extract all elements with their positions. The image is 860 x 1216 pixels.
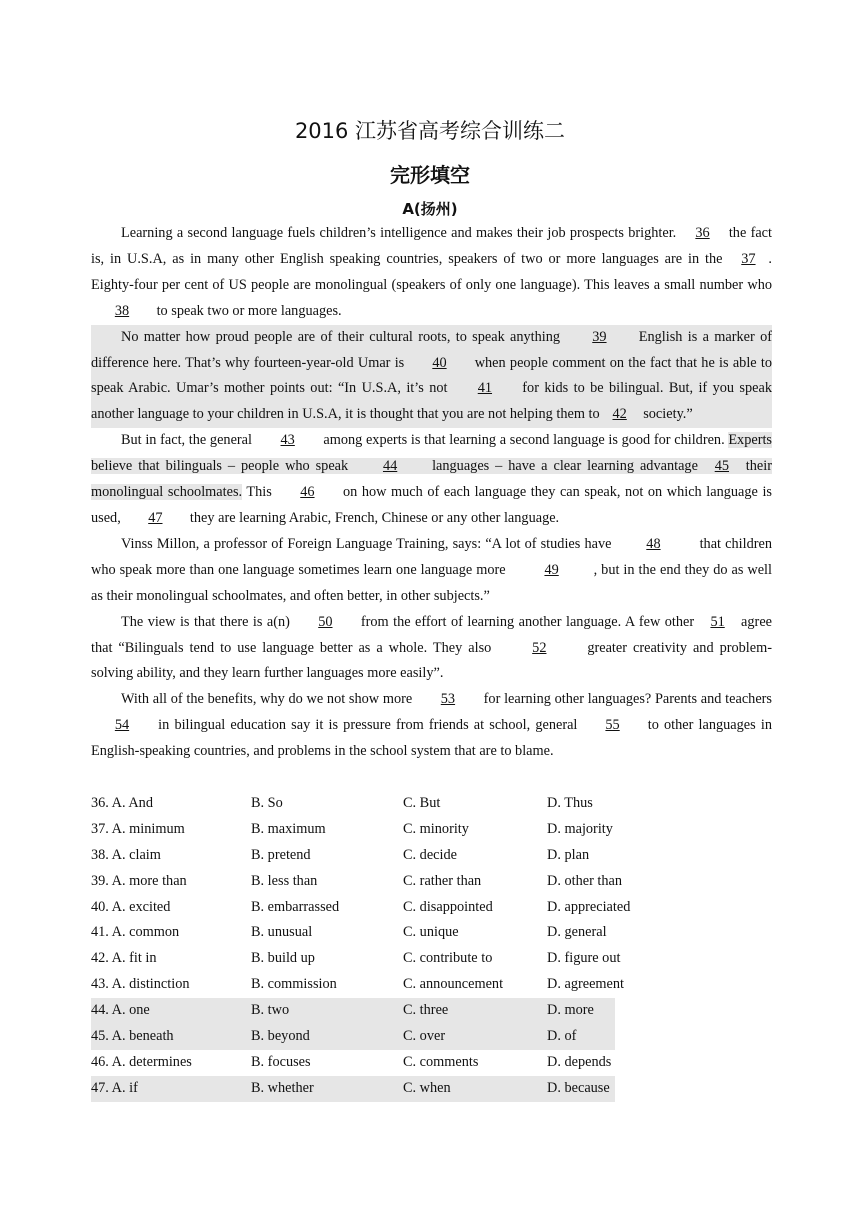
option-a: 42. A. fit in xyxy=(91,950,157,967)
option-row xyxy=(91,946,791,972)
option-a: 41. A. common xyxy=(91,924,180,941)
text-run: their monolingual schoolmates. xyxy=(91,458,772,501)
text-run: . Eighty-four per cent of US people are monolingual (speakers of only one language). This leaves a small number who xyxy=(91,250,772,293)
document-title: 2016 江苏省高考综合训练二 xyxy=(294,119,566,143)
option-b: B. build up xyxy=(251,950,315,967)
blank-53: 53 xyxy=(440,691,456,708)
option-b: B. less than xyxy=(251,872,318,889)
text-run: when people comment on the fact that he is able to speak Arabic. Umar’s mother points out: “In U.S.A, it’s not xyxy=(91,354,772,397)
blank-37: 37 xyxy=(741,250,756,267)
option-c: C. when xyxy=(403,1079,451,1096)
option-b: B. pretend xyxy=(251,846,311,863)
blank-54: 54 xyxy=(114,717,130,734)
text-run: among experts is that learning a second language is good for children. xyxy=(319,432,729,449)
text-run: society.” xyxy=(639,406,693,423)
options-list xyxy=(91,791,791,1102)
paragraph-1 xyxy=(91,221,772,325)
blank-55: 55 xyxy=(605,717,620,734)
paragraph-4 xyxy=(91,532,772,610)
option-a: 47. A. if xyxy=(91,1079,138,1096)
option-d: D. because xyxy=(547,1079,610,1096)
option-a: 39. A. more than xyxy=(91,872,187,889)
text-run: English is a marker of difference here. That’s why fourteen-year-old Umar is xyxy=(91,328,772,371)
blank-39: 39 xyxy=(592,328,607,345)
text-run: But in fact, the general xyxy=(121,432,256,449)
option-c: C. decide xyxy=(403,846,457,863)
option-row xyxy=(91,1050,791,1076)
blank-51: 51 xyxy=(710,613,725,630)
option-a: 37. A. minimum xyxy=(91,820,185,837)
option-row xyxy=(91,1076,615,1102)
option-d: D. appreciated xyxy=(547,898,631,915)
option-d: D. agreement xyxy=(547,976,625,993)
text-run: languages – have a clear learning advantage xyxy=(426,458,704,475)
option-row xyxy=(91,895,791,921)
option-a: 46. A. determines xyxy=(91,1053,192,1070)
option-c: C. rather than xyxy=(403,872,482,889)
option-d: D. plan xyxy=(547,846,590,863)
option-c: C. contribute to xyxy=(403,950,493,967)
blank-40: 40 xyxy=(432,354,447,371)
option-b: B. unusual xyxy=(251,924,313,941)
blank-46: 46 xyxy=(300,484,315,501)
text-run: to speak two or more languages. xyxy=(153,302,342,319)
option-b: B. commission xyxy=(251,976,337,993)
blank-48: 48 xyxy=(646,535,661,552)
text-run: , but in the end they do as well as their monolingual schoolmates, and often better, in other subjects.” xyxy=(91,561,773,604)
option-d: D. general xyxy=(547,924,607,941)
blank-42: 42 xyxy=(612,406,627,423)
option-b: B. two xyxy=(251,1002,290,1019)
text-run: for kids to be bilingual. But, if you speak another language to your children in U.S.A, it is thought that you are not helping them to xyxy=(91,380,772,423)
text-run: on how much of each language they can speak, not on which language is used, xyxy=(91,484,772,526)
text-run: that children who speak more than one language sometimes learn one language more xyxy=(91,535,772,578)
text-run: to other languages in English-speaking countries, and problems in the school system that are to blame. xyxy=(91,717,772,760)
blank-36: 36 xyxy=(695,225,710,241)
blank-41: 41 xyxy=(477,380,493,397)
text-run: from the effort of learning another language. A few other xyxy=(356,613,699,630)
text-run: in bilingual education say it is pressure from friends at school, general xyxy=(153,717,583,734)
option-c: C. announcement xyxy=(403,976,504,993)
option-d: D. other than xyxy=(547,872,623,889)
blank-45: 45 xyxy=(714,458,729,475)
option-b: B. embarrassed xyxy=(251,898,340,915)
option-row xyxy=(91,920,791,946)
blank-43: 43 xyxy=(280,432,295,449)
option-b: B. focuses xyxy=(251,1053,311,1070)
option-a: 36. A. And xyxy=(91,795,153,811)
text-run: With all of the benefits, why do we not show more xyxy=(121,691,416,708)
option-a: 38. A. claim xyxy=(91,846,161,863)
section-heading: 完形填空 xyxy=(390,163,470,187)
option-b: B. So xyxy=(251,795,283,811)
option-a: 44. A. one xyxy=(91,1002,150,1019)
option-d: D. depends xyxy=(547,1053,612,1070)
option-b: B. maximum xyxy=(251,820,326,837)
option-d: D. more xyxy=(547,1002,594,1019)
option-row xyxy=(91,972,791,998)
blank-38: 38 xyxy=(114,302,130,319)
option-c: C. three xyxy=(403,1002,449,1019)
paragraph-6 xyxy=(91,687,772,765)
text-run: No matter how proud people are of their cultural roots, to speak anything xyxy=(121,328,566,345)
text-run: The view is that there is a(n) xyxy=(121,613,295,630)
text-run: Experts believe that bilinguals – people who speak xyxy=(91,432,773,475)
paragraph-3 xyxy=(91,428,772,532)
paragraph-2 xyxy=(91,325,772,429)
text-run: Learning a second language fuels children’s intelligence and makes their job prospects brighter. xyxy=(121,225,681,241)
blank-44: 44 xyxy=(382,458,398,475)
option-row xyxy=(91,791,791,817)
paragraph-5 xyxy=(91,610,772,688)
option-d: D. of xyxy=(547,1028,577,1045)
passage-body xyxy=(91,221,772,765)
text-run: This xyxy=(242,484,277,501)
option-b: B. beyond xyxy=(251,1028,310,1045)
text-run: they are learning Arabic, French, Chinese or any other language. xyxy=(186,509,560,526)
blank-49: 49 xyxy=(544,561,559,578)
option-c: C. minority xyxy=(403,820,469,837)
option-d: D. Thus xyxy=(547,795,593,811)
option-row xyxy=(91,1024,615,1050)
option-a: 45. A. beneath xyxy=(91,1028,174,1045)
option-c: C. comments xyxy=(403,1053,479,1070)
text-run: Vinss Millon, a professor of Foreign Language Training, says: “A lot of studies have xyxy=(121,535,612,552)
option-c: C. But xyxy=(403,795,441,811)
option-row xyxy=(91,843,791,869)
option-row xyxy=(91,998,615,1024)
blank-50: 50 xyxy=(318,613,333,630)
option-row xyxy=(91,817,791,843)
option-a: 43. A. distinction xyxy=(91,976,190,993)
option-c: C. unique xyxy=(403,924,459,941)
text-run: for learning other languages? Parents and teachers xyxy=(479,691,772,708)
option-row xyxy=(91,869,791,895)
option-d: D. figure out xyxy=(547,950,621,967)
blank-52: 52 xyxy=(532,639,547,656)
option-a: 40. A. excited xyxy=(91,898,171,915)
option-b: B. whether xyxy=(251,1079,314,1096)
blank-47: 47 xyxy=(148,509,163,526)
text-run: agree that “Bilinguals tend to use language better as a whole. They also xyxy=(91,613,773,656)
passage-label: A(扬州) xyxy=(402,200,458,218)
option-c: C. over xyxy=(403,1028,446,1045)
text-run: the fact is, in U.S.A, as in many other English speaking countries, speakers of two or more languages are in the xyxy=(91,225,772,267)
option-d: D. majority xyxy=(547,820,613,837)
text-run: greater creativity and problem-solving ability, and they learn further languages more easily”. xyxy=(91,639,773,682)
option-c: C. disappointed xyxy=(403,898,493,915)
